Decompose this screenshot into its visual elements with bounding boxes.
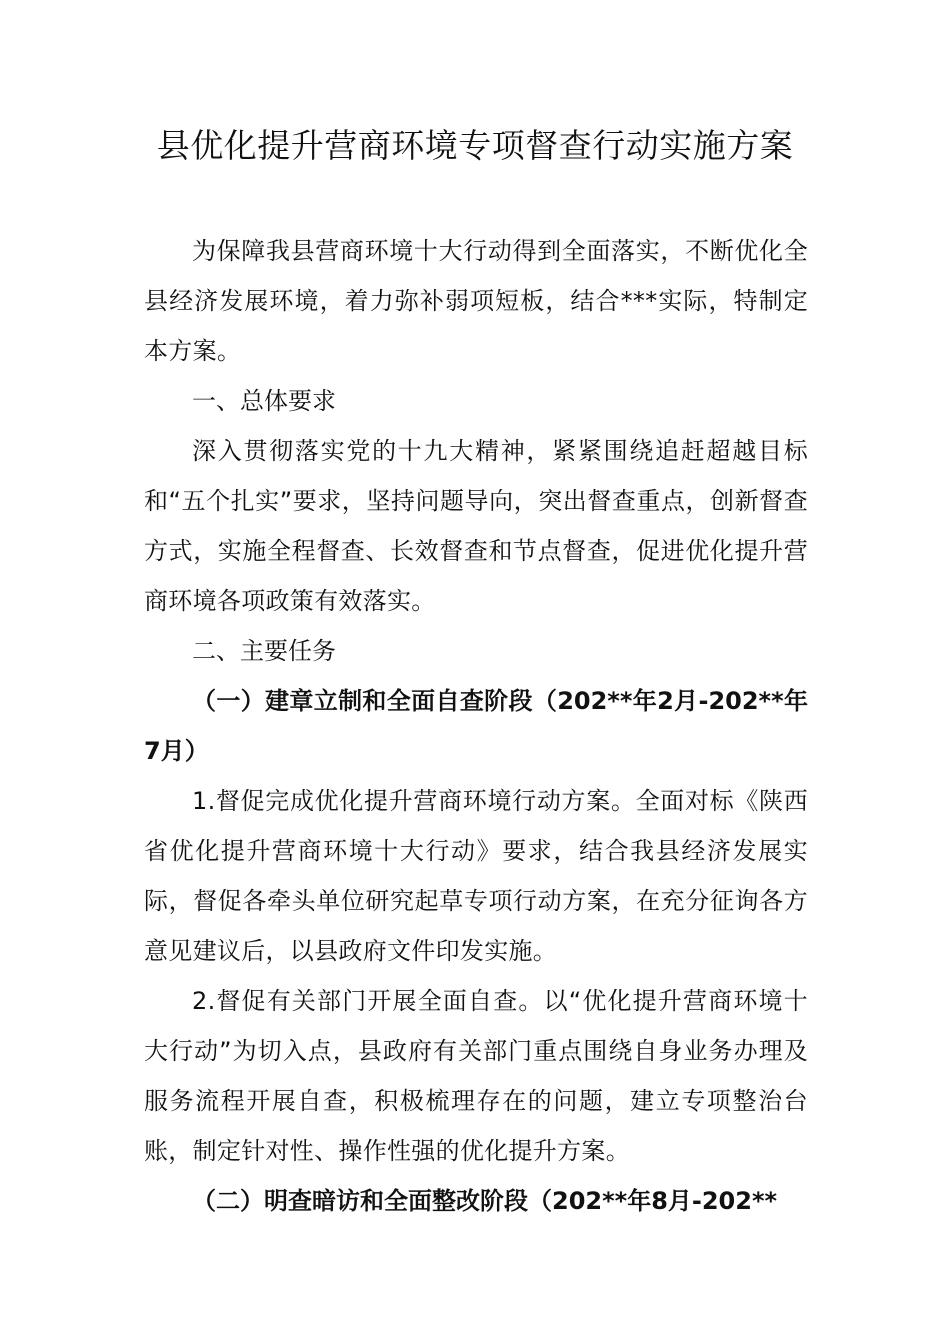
task-item-2: 2.督促有关部门开展全面自查。以“优化提升营商环境十大行动”为切入点，县政府有关部门重点围绕自身业务办理及服务流程开展自查，积极梳理存在的问题，建立专项整治台账，制定针对性、操作性强的优化提升方案。 bbox=[144, 987, 809, 1165]
document-body bbox=[144, 226, 808, 1226]
intro-paragraph: 为保障我县营商环境十大行动得到全面落实，不断优化全县经济发展环境，着力弥补弱项短板，结合***实际，特制定本方案。 bbox=[144, 237, 808, 365]
phase1-heading: （一）建章立制和全面自查阶段（202**年2月-202**年7月） bbox=[144, 687, 808, 765]
document-title: 县优化提升营商环境专项督查行动实施方案 bbox=[156, 126, 794, 165]
general-requirements-paragraph: 深入贯彻落实党的十九大精神，紧紧围绕追赶超越目标和“五个扎实”要求，坚持问题导向，突出督查重点，创新督查方式，实施全程督查、长效督查和节点督查，促进优化提升营商环境各项政策有效落实。 bbox=[144, 437, 808, 615]
section-heading-general-requirements: 一、总体要求 bbox=[192, 387, 336, 415]
task-item-1: 1.督促完成优化提升营商环境行动方案。全面对标《陕西省优化提升营商环境十大行动》要求，结合我县经济发展实际，督促各牵头单位研究起草专项行动方案，在充分征询各方意见建议后，以县政府文件印发实施。 bbox=[144, 787, 808, 965]
phase2-heading: （二）明查暗访和全面整改阶段（202**年8月-202** bbox=[192, 1187, 778, 1215]
section-heading-main-tasks: 二、主要任务 bbox=[192, 637, 336, 665]
